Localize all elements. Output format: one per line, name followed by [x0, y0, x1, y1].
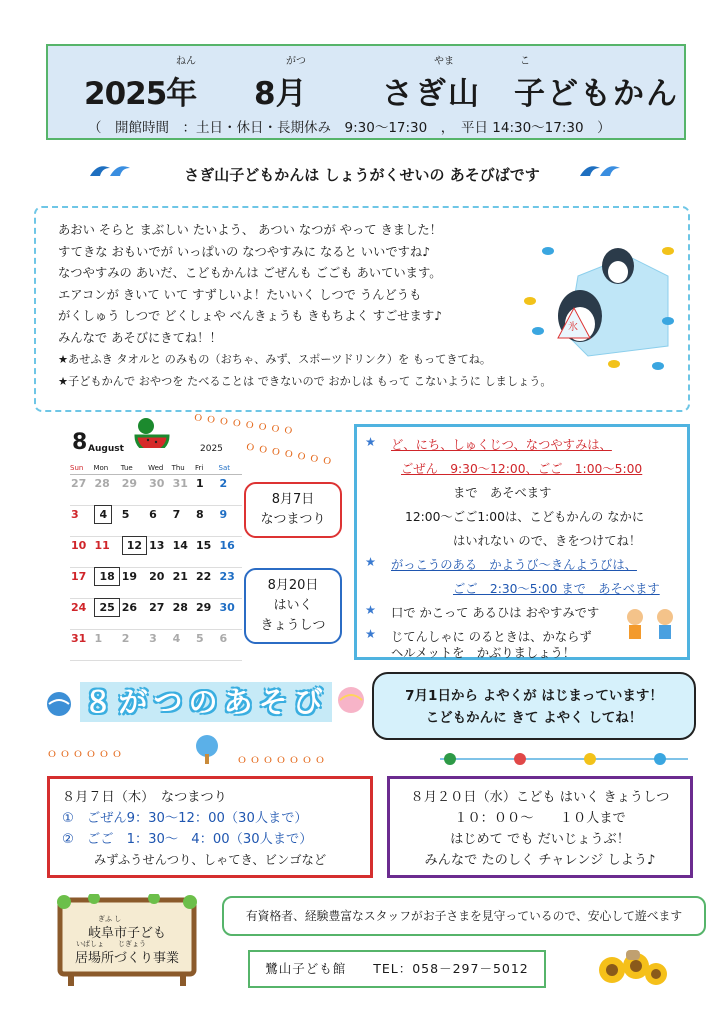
calendar-month-name: August [88, 444, 124, 454]
ruby-nen: ねん [176, 56, 196, 67]
signboard-line-1: 岐阜市子ども [87, 926, 166, 941]
calendar-day: 1 [195, 475, 218, 506]
calendar-day: 6 [148, 506, 171, 537]
rule-lunch-closed: 12:00～ごご1:00は、こどもかんの なかに [405, 510, 645, 524]
weekday-header: Wed [148, 462, 171, 475]
weekday-header: Tue [121, 462, 148, 475]
calendar-day-closed [93, 506, 120, 537]
calendar-day-number: 25 [94, 598, 119, 617]
reservation-line: こどもかんに きて よやく してね！ [425, 710, 643, 726]
calendar-day: 15 [195, 537, 218, 568]
festival-date-bubble [244, 482, 342, 538]
calendar-day: 31 [172, 475, 195, 506]
dolphin-icon-right [578, 160, 622, 187]
intro-line: あおい そらと まぶしい たいよう、 あつい なつが やって きました！ [58, 223, 442, 237]
calendar-day: 29 [195, 599, 218, 630]
calendar-day: 3 [70, 506, 93, 537]
festival-session-am: ① ごぜん9：30～12：00（30人まで） [62, 811, 308, 826]
city-project-signboard [54, 894, 200, 986]
bubble-line: 8月7日 [271, 492, 315, 507]
august-calendar [70, 426, 242, 658]
festival-session-pm: ② ごご 1：30～ 4：00（30人まで） [62, 832, 313, 847]
intro-box [34, 206, 690, 412]
bubble-line: 8月20日 [267, 578, 319, 593]
header-center-name: さぎ山 子どもかん [382, 76, 679, 112]
ruby-yama: やま [434, 56, 454, 67]
calendar-day: 17 [70, 568, 93, 599]
calendar-day: 6 [219, 630, 243, 661]
signboard-ruby-1: ぎふ し [98, 915, 122, 923]
intro-note-snacks: ★子どもかんで おやつを たべることは できないので おかしは もって こないように しましょう。 [58, 374, 552, 388]
weekday-header: Sat [219, 462, 243, 475]
calendar-day: 27 [70, 475, 93, 506]
yo-yo-balloon-icon [334, 682, 368, 716]
header-year: 2025年 [84, 76, 197, 112]
calendar-month-number: 8 [72, 430, 88, 455]
sunflower-icon [596, 948, 670, 992]
calendar-day: 30 [148, 475, 171, 506]
calendar-day: 3 [148, 630, 171, 661]
staff-note: 有資格者、経験豊富なスタッフがお子さまを見守っているので、安心して遊べます [222, 896, 706, 936]
rule-school-day-hours: ごご 2:30～5:00 まで あそべます [453, 582, 660, 596]
calendar-day: 8 [195, 506, 218, 537]
calendar-day: 10 [70, 537, 93, 568]
calendar-grid [70, 462, 242, 661]
calendar-day: 13 [148, 537, 171, 568]
haiku-event-box [387, 776, 693, 878]
intro-line: エアコンが きいて いて すずしいよ！たいいく しつで うんどうも [58, 287, 422, 302]
haiku-time: １０：００～ １０人まで [454, 811, 626, 826]
rule-weekend-hours: ごぜん 9:30～12:00、ごご 1:00～5:00 [401, 462, 643, 476]
weekday-header: Thu [172, 462, 195, 475]
intro-text [58, 220, 552, 392]
calendar-day: 31 [70, 630, 93, 661]
ruby-gatsu: がつ [286, 56, 306, 67]
ruby-ko: こ [520, 56, 530, 67]
intro-line: みんなで あそびにきてね！！ [58, 330, 222, 345]
lantern-garland-left: ｏｏｏｏｏｏ [46, 746, 125, 760]
haiku-title: ８月２０日（水）こども はいく きょうしつ [410, 790, 670, 805]
rule-closed-days: 口で かこって あるひは おやすみです [391, 606, 600, 620]
intro-line: なつやすみの あいだ、こどもかんは ごぜんも ごごも あいています。 [58, 266, 442, 280]
star-icon: ★ [365, 603, 377, 617]
calendar-day: 20 [148, 568, 171, 599]
calendar-day-number: 4 [94, 505, 112, 524]
lantern-garland-center: ｏｏｏｏｏｏｏ [236, 752, 328, 766]
subtitle: さぎ山子どもかんは しょうがくせいの あそびばです [184, 166, 540, 184]
calendar-day: 9 [219, 506, 243, 537]
calendar-day-number: 12 [122, 536, 147, 555]
calendar-day: 1 [93, 630, 120, 661]
calendar-day-closed [93, 568, 120, 599]
calendar-day: 14 [172, 537, 195, 568]
fan-icon [190, 734, 224, 764]
rules-box [354, 424, 690, 660]
calendar-day: 29 [121, 475, 148, 506]
festival-title: ８月７日（木） なつまつり [62, 790, 227, 805]
calendar-day: 22 [195, 568, 218, 599]
intro-line: すてきな おもいでが いっぱいの なつやすみに なると いいですね♪ [58, 244, 431, 259]
asobi-title-text: ８がつのあそび [83, 685, 329, 719]
calendar-day: 27 [148, 599, 171, 630]
star-icon: ★ [365, 555, 377, 569]
calendar-day: 2 [219, 475, 243, 506]
bubble-line: はいく [273, 598, 313, 613]
calendar-day: 30 [219, 599, 243, 630]
star-icon: ★ [365, 435, 377, 449]
star-icon: ★ [365, 627, 377, 641]
calendar-day: 5 [195, 630, 218, 661]
calendar-day: 23 [219, 568, 243, 599]
calendar-day: 21 [172, 568, 195, 599]
header-opening-hours: （ 開館時間 ：土日・休日・長期休み 9:30～17:30 ， 平日 14:30～17:30 ） [88, 120, 611, 136]
rule-helmet: ヘルメットを かぶりましょう！ [391, 646, 576, 660]
asobi-title [80, 682, 332, 722]
intro-note-towel: ★あせふき タオルと のみもの（おちゃ、みず、スポーツドリンク）を もってきてね。 [58, 353, 492, 366]
header-banner [46, 44, 686, 140]
calendar-day: 16 [219, 537, 243, 568]
ice-label: 氷 [568, 322, 578, 333]
calendar-day: 19 [121, 568, 148, 599]
haiku-beginners: はじめて でも だいじょうぶ！ [450, 832, 630, 847]
weekday-header: Mon [93, 462, 120, 475]
calendar-day: 28 [172, 599, 195, 630]
running-kids-icon [619, 607, 683, 651]
lantern-garland-right: ｏｏｏｏｏｏｏ [243, 438, 336, 468]
water-balloon-icon [44, 686, 74, 718]
penguin-ice-illustration [518, 226, 688, 376]
bubble-line: なつまつり [260, 512, 326, 527]
intro-line: がくしゅう しつで どくしょや べんきょうも きもちよく すごせます♪ [58, 309, 443, 323]
weekday-header: Fri [195, 462, 218, 475]
signboard-ruby-2: いばしょ じぎょう [76, 940, 146, 948]
festival-event-box [47, 776, 373, 878]
calendar-day: 26 [121, 599, 148, 630]
contact-info: 鷺山子ども館 TEL：058－297－5012 [248, 950, 546, 988]
rule-lunch-caution: はいれない ので、きをつけてね！ [453, 534, 642, 548]
rule-weekend-play: まで あそべます [453, 486, 552, 500]
calendar-day: 2 [121, 630, 148, 661]
header-month: 8月 [254, 76, 307, 112]
festival-activities: みずふうせんつり、しゃてき、ビンゴなど [93, 853, 327, 867]
calendar-day: 4 [172, 630, 195, 661]
haiku-date-bubble [244, 568, 342, 644]
signboard-line-2: 居場所づくり事業 [74, 951, 179, 966]
rule-weekend-heading: ど、にち、しゅくじつ、なつやすみは、 [391, 438, 612, 452]
rule-school-day-heading: がっこうのある かようび～きんようびは、 [391, 558, 637, 572]
reservation-bubble [372, 672, 696, 740]
calendar-year: 2025 [200, 444, 223, 454]
calendar-day-number: 18 [94, 567, 119, 586]
reservation-line: 7月1日から よやくが はじまっています！ [405, 688, 663, 704]
weekday-header: Sun [70, 462, 93, 475]
lantern-garland-top: ｏｏｏｏｏｏｏｏ [191, 408, 297, 438]
calendar-day: 24 [70, 599, 93, 630]
rule-bicycle: じてんしゃに のるときは、かならず [391, 630, 592, 644]
bubble-line: きょうしつ [260, 618, 326, 633]
calendar-day: 11 [93, 537, 120, 568]
summer-items-border [440, 750, 688, 768]
calendar-day: 28 [93, 475, 120, 506]
calendar-day-closed [121, 537, 148, 568]
calendar-day: 5 [121, 506, 148, 537]
haiku-challenge: みんなで たのしく チャレンジ しよう♪ [424, 853, 656, 868]
calendar-day: 7 [172, 506, 195, 537]
calendar-day-closed [93, 599, 120, 630]
